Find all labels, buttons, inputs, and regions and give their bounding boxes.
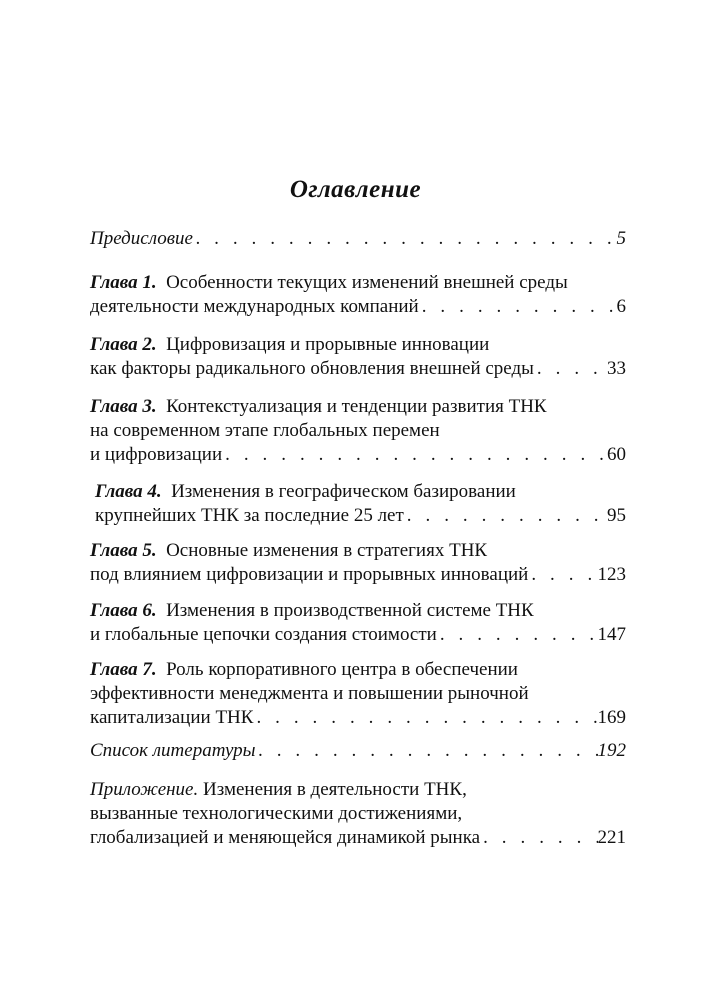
leader-dots: [419, 295, 617, 319]
entry-title: Список литературы: [90, 740, 256, 761]
entry-title-line: как факторы радикального обновления внешней среды: [90, 358, 534, 379]
entry-title-line: Особенности текущих изменений внешней среды: [166, 272, 568, 293]
leader-dots: [193, 227, 617, 251]
entry-title-line: Основные изменения в стратегиях ТНК: [166, 540, 488, 561]
toc-entry-bibliography[interactable]: [90, 739, 626, 763]
leader-dots: [222, 443, 607, 467]
entry-title-line: Роль корпоративного центра в обеспечении: [166, 659, 518, 680]
page-number: 33: [607, 358, 626, 379]
leader-dots: [437, 623, 598, 647]
toc-entry-chapter-3[interactable]: [90, 395, 626, 467]
page-number: 221: [597, 827, 626, 848]
entry-title-line: Изменения в деятельности ТНК,: [202, 779, 467, 800]
entry-title: Предисловие: [90, 228, 193, 249]
page-title: Оглавление: [289, 176, 422, 203]
leader-dots: [253, 706, 597, 730]
page-number: 147: [597, 624, 626, 645]
page-number: 192: [597, 740, 626, 761]
entry-title-line: на современном этапе глобальных перемен: [90, 420, 440, 441]
leader-dots: [256, 739, 598, 763]
toc-entry-chapter-4[interactable]: [95, 480, 626, 528]
toc-entry-preface[interactable]: [90, 227, 626, 251]
entry-title-line: вызванные технологическими достижениями,: [90, 803, 463, 824]
chapter-label: Глава 5.: [90, 540, 157, 561]
entry-title-line: глобализацией и меняющейся динамикой рынка: [90, 827, 481, 848]
chapter-label: Глава 3.: [90, 396, 157, 417]
toc-entry-chapter-2[interactable]: [90, 333, 626, 381]
page-number: 5: [616, 228, 626, 249]
entry-title-line: и глобальные цепочки создания стоимости: [90, 624, 437, 645]
chapter-label: Глава 6.: [90, 600, 157, 621]
page-number: 60: [607, 444, 626, 465]
page-number: 123: [597, 564, 626, 585]
entry-title-line: Цифровизация и прорывные инновации: [166, 334, 490, 355]
chapter-label: Глава 4.: [95, 481, 162, 502]
entry-title-line: и цифровизации: [90, 444, 223, 465]
page-number: 6: [616, 296, 626, 317]
toc-entry-chapter-1[interactable]: [90, 271, 626, 319]
leader-dots: [534, 357, 607, 381]
leader-dots: [528, 563, 597, 587]
entry-title-line: эффективности менеджмента и повышении рыночной: [90, 683, 529, 704]
leader-dots: [480, 826, 597, 850]
page-number: 95: [607, 505, 626, 526]
chapter-label: Глава 7.: [90, 659, 157, 680]
toc-entry-chapter-7[interactable]: [90, 658, 626, 730]
toc-entry-appendix[interactable]: [90, 778, 626, 850]
entry-title-line: крупнейших ТНК за последние 25 лет: [95, 505, 404, 526]
entry-title-line: под влиянием цифровизации и прорывных инноваций: [90, 564, 529, 585]
leader-dots: [404, 504, 607, 528]
appendix-label: Приложение.: [90, 779, 199, 800]
toc-entry-chapter-6[interactable]: [90, 599, 626, 647]
entry-title-line: капитализации ТНК: [90, 707, 254, 728]
entry-title-line: деятельности международных компаний: [90, 296, 419, 317]
chapter-label: Глава 2.: [90, 334, 157, 355]
page-number: 169: [597, 707, 626, 728]
entry-title-line: Изменения в производственной системе ТНК: [166, 600, 534, 621]
entry-title-line: Изменения в географическом базировании: [171, 481, 516, 502]
chapter-label: Глава 1.: [90, 272, 157, 293]
toc-entry-chapter-5[interactable]: [90, 539, 626, 587]
entry-title-line: Контекстуализация и тенденции развития ТНК: [166, 396, 547, 417]
